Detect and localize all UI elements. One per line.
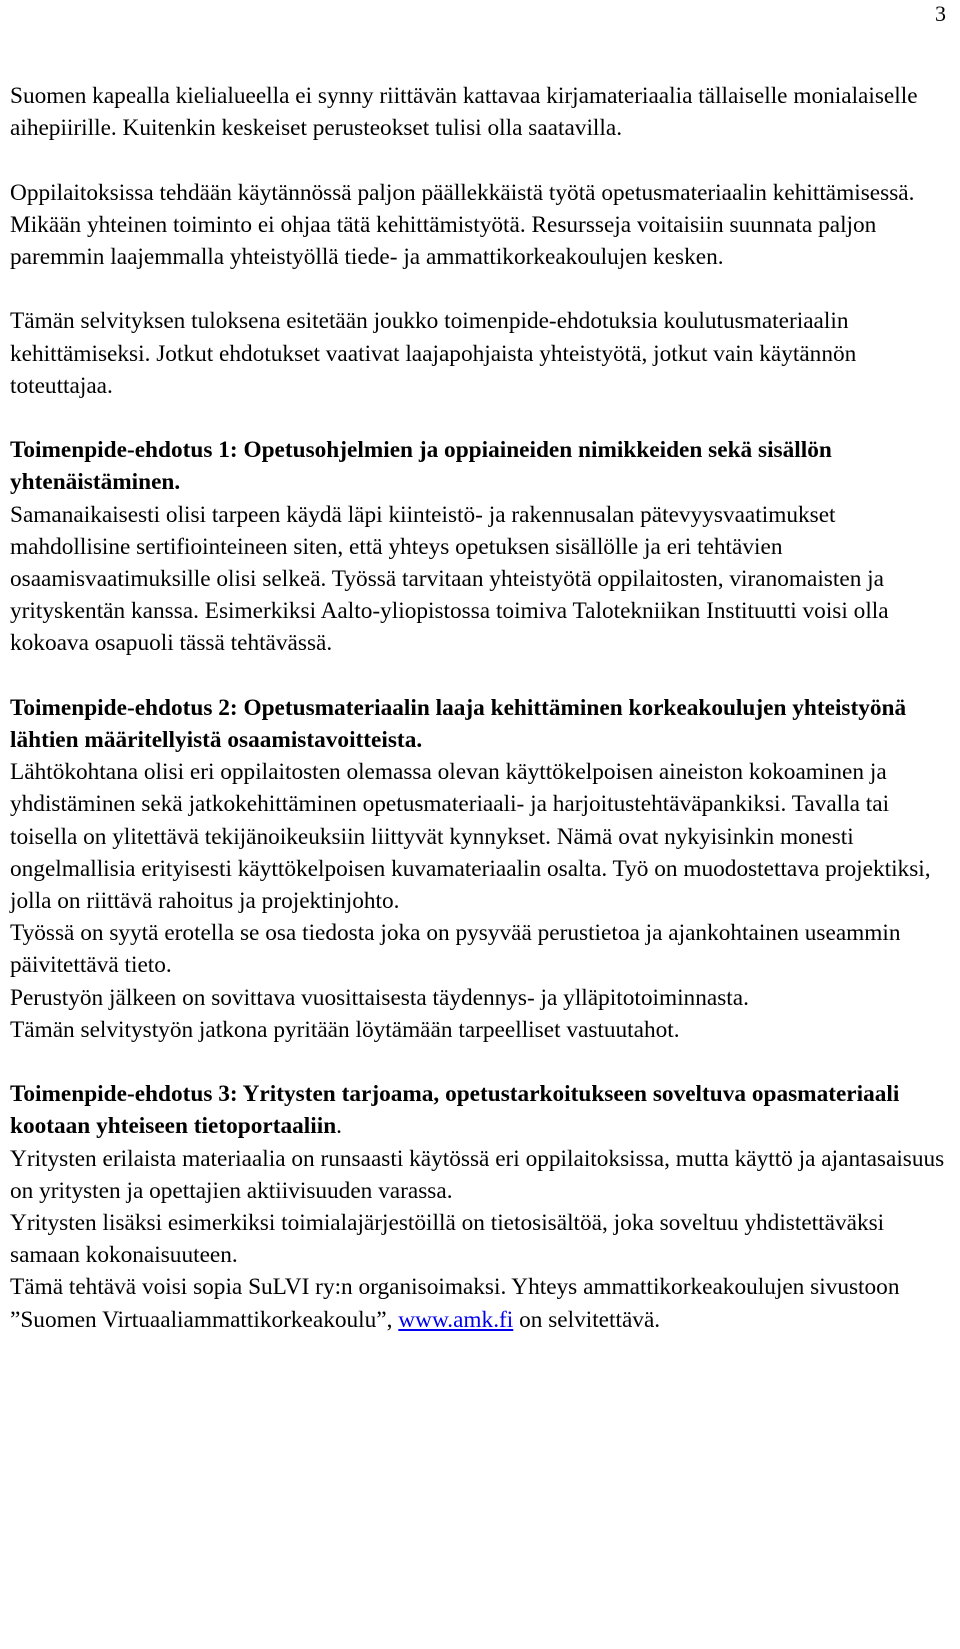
proposal-3-body-3 xyxy=(10,1271,950,1335)
proposal-2-body-3: Perustyön jälkeen on sovittava vuosittaisesta täydennys- ja ylläpitotoiminnasta. xyxy=(10,984,749,1011)
spacer xyxy=(10,273,950,305)
proposal-3-body-3-text: Tämä tehtävä voisi sopia SuLVI ry:n organisoimaksi. Yhteys ammattikorkeakoulujen sivustoon ”Suomen Virtuaaliammattikorkeakoulu”, xyxy=(10,1274,900,1333)
proposal-1-heading: Toimenpide-ehdotus 1: Opetusohjelmien ja oppiaineiden nimikkeiden sekä sisällön yhtenäistäminen. xyxy=(10,437,832,496)
intro-paragraph-3: Tämän selvityksen tuloksena esitetään joukko toimenpide-ehdotuksia koulutusmateriaalin kehittämiseksi. Jotkut ehdotukset vaativat laajapohjaista yhteistyötä, jotkut vain käytännön toteuttajaa. xyxy=(10,308,857,399)
page-number: 3 xyxy=(935,1,946,26)
amk-fi-link[interactable]: www.amk.fi xyxy=(398,1306,514,1333)
proposal-3-heading-period: . xyxy=(336,1113,342,1140)
document-body xyxy=(10,80,950,1336)
proposal-2-body-2: Työssä on syytä erotella se osa tiedosta joka on pysyvää perustietoa ja ajankohtainen useammin päivitettävä tieto. xyxy=(10,920,901,979)
intro-paragraph-1: Suomen kapealla kielialueella ei synny riittävän kattavaa kirjamateriaalia tällaiselle monialaiselle aihepiirille. Kuitenkin keskeiset perusteokset tulisi olla saatavilla. xyxy=(10,83,918,142)
proposal-1-body: Samanaikaisesti olisi tarpeen käydä läpi kiinteistö- ja rakennusalan pätevyysvaatimukset mahdollisine sertifiointeineen siten, että yhteys opetuksen sisällölle ja eri tehtävien osaamisvaatimuksille olisi selkeä. Työssä tarvitaan yhteistyötä oppilaitosten, viranomaisten ja yrityskentän kanssa. Esimerkiksi Aalto-yliopistossa toimiva Talotekniikan Instituutti voisi olla kokoava osapuoli tässä tehtävässä. xyxy=(10,501,889,657)
intro-paragraph-2: Oppilaitoksissa tehdään käytännössä paljon päällekkäistä työtä opetusmateriaalin kehittämisessä. Mikään yhteinen toiminto ei ohjaa tätä kehittämistyötä. Resursseja voitaisiin suunnata paljon paremmin laajemmalla yhteistyöllä tiede- ja ammattikorkeakoulujen kesken. xyxy=(10,179,915,270)
proposal-3-body-1: Yritysten erilaista materiaalia on runsaasti käytössä eri oppilaitoksissa, mutta käyttö ja ajantasaisuus on yritysten ja opettajien aktiivisuuden varassa. xyxy=(10,1145,945,1204)
spacer xyxy=(10,402,950,434)
proposal-2-body-4: Tämän selvitystyön jatkona pyritään löytämään tarpeelliset vastuutahot. xyxy=(10,1016,680,1043)
proposal-3-body-3-end: on selvitettävä. xyxy=(513,1306,661,1333)
proposal-3-heading-line xyxy=(10,1078,950,1142)
proposal-3-heading: Toimenpide-ehdotus 3: Yritysten tarjoama, opetustarkoitukseen soveltuva opasmateriaali kootaan yhteiseen tietoportaaliin xyxy=(10,1081,900,1140)
proposal-3-body-2: Yritysten lisäksi esimerkiksi toimialajärjestöillä on tietosisältöä, joka soveltuu yhdistettäväksi samaan kokonaisuuteen. xyxy=(10,1210,885,1269)
spacer xyxy=(10,144,950,176)
proposal-2-body-1: Lähtökohtana olisi eri oppilaitosten olemassa olevan käyttökelpoisen aineiston kokoaminen ja yhdistäminen sekä jatkokehittäminen opetusmateriaali- ja harjoitustehtäväpankiksi. Tavalla tai toisella on ylitettävä tekijänoikeuksiin liittyvät kynnykset. Nämä ovat nykyisinkin monesti ongelmallisia erityisesti käyttökelpoisen kuvamateriaalin osalta. Työ on muodostettava projektiksi, jolla on riittävä rahoitus ja projektinjohto. xyxy=(10,759,931,915)
spacer xyxy=(10,1046,950,1078)
proposal-2-heading: Toimenpide-ehdotus 2: Opetusmateriaalin laaja kehittäminen korkeakoulujen yhteistyönä lähtien määritellyistä osaamistavoitteista. xyxy=(10,694,907,753)
spacer xyxy=(10,660,950,692)
